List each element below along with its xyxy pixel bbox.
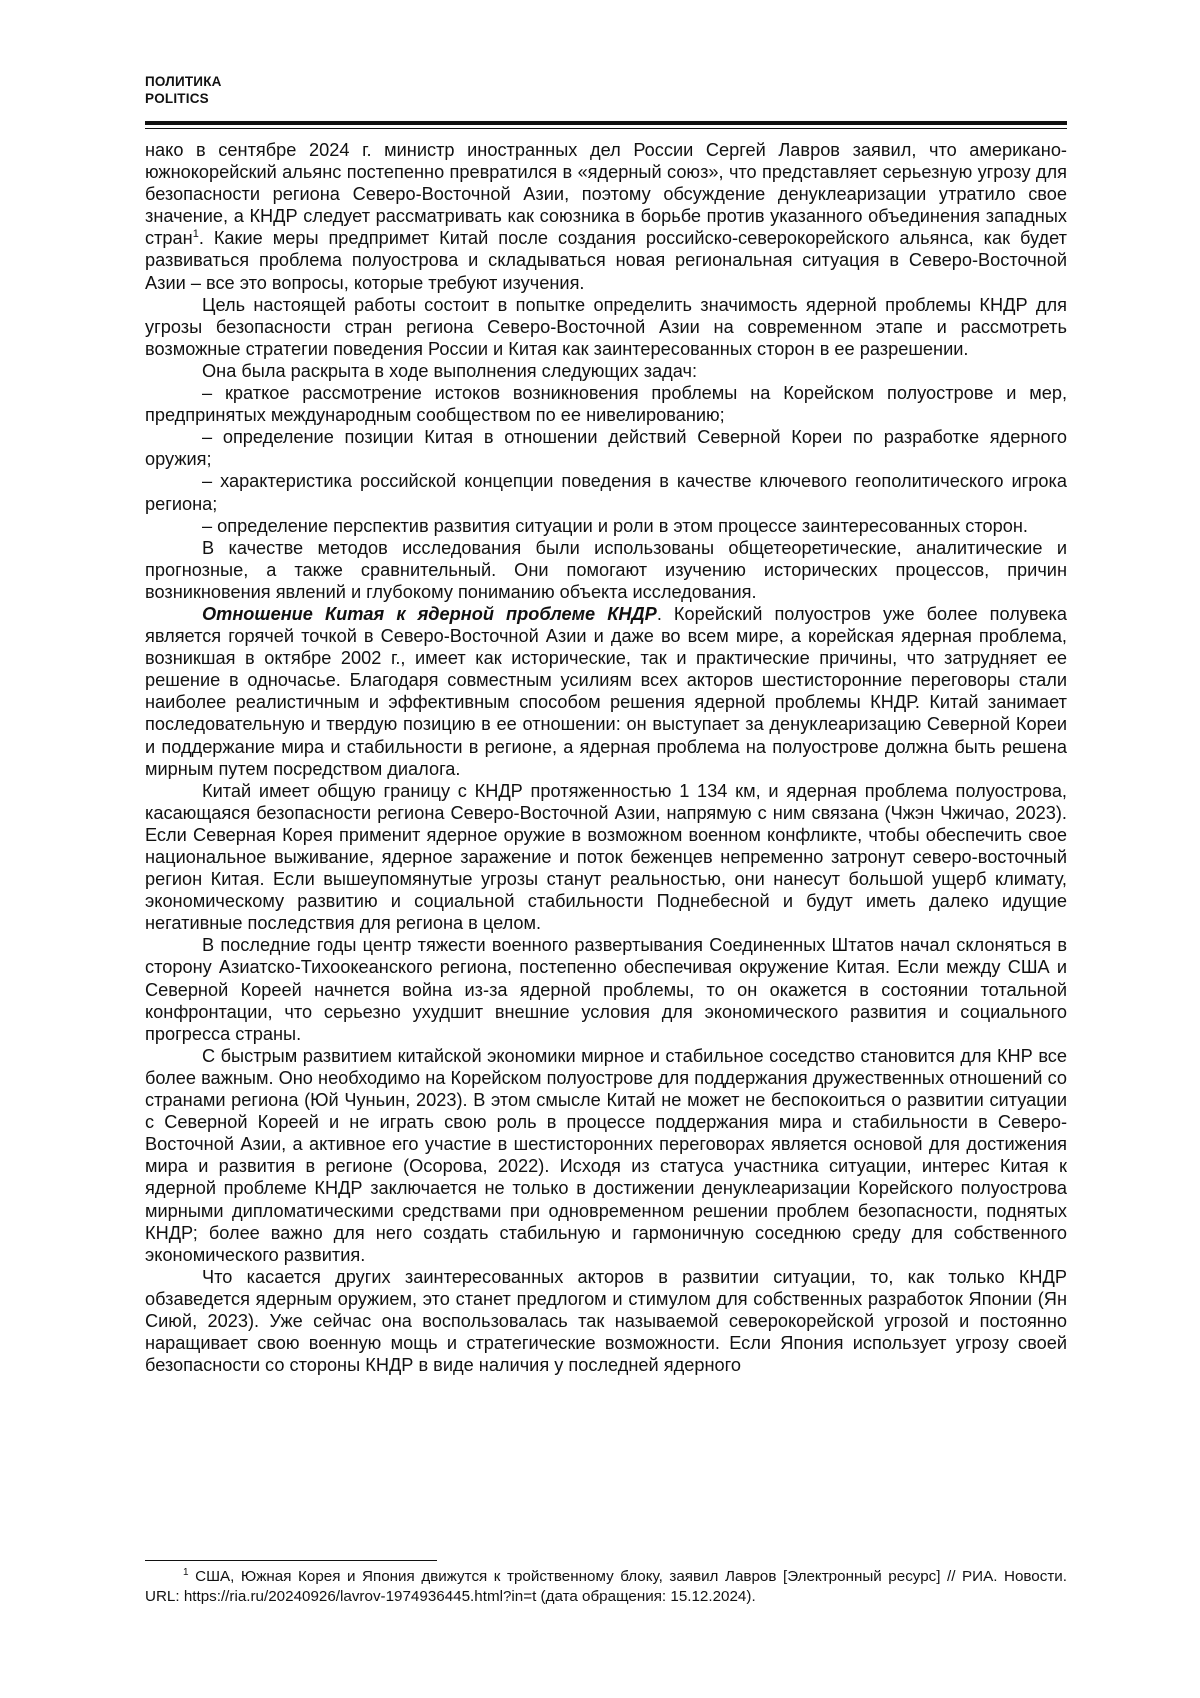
running-header	[145, 73, 222, 107]
paragraph-continued: нако в сентябре 2024 г. министр иностранных дел России Сергей Лавров заявил, что американо-южнокорейский альянс постепенно превратился в «ядерный союз», что представляет серьезную угрозу для безопасности региона Северо-Восточной Азии, поэтому обсуждение денуклеаризации утратило свое значение, а КНДР следует рассматривать как союзника в борьбе против указанного объединения западных стран$^1$. Какие меры предпримет Китай после создания российско-северокорейского альянса, как будет развиваться проблема полуострова и складываться новая региональная ситуация в Северо-Восточной Азии – все это вопросы, которые требуют изучения.	[145, 140, 1067, 293]
task-item: – определение перспектив развития ситуации и роли в этом процессе заинтересованных сторон.	[202, 515, 1028, 536]
section-title-en: POLITICS	[145, 91, 209, 106]
footnote-mark: 1	[183, 1566, 189, 1578]
section-lead-heading: Отношение Китая к ядерной проблеме КНДР	[202, 603, 657, 624]
paragraph-section-lead: Отношение Китая к ядерной проблеме КНДР. Корейский полуостров уже более полувека является горячей точкой в Северо-Восточной Азии и даже во всем мире, а корейская ядерная проблема, возникшая в октябре 2002 г., имеет как исторические, так и практические причины, что затрудняет ее решение в одночасье. Благодаря совместным усилиям всех акторов шестисторонние переговоры стали наиболее реалистичным и эффективным способом решения ядерной проблемы КНДР. Китай занимает последовательную и твердую позицию в ее отношении: он выступает за денуклеаризацию Северной Кореи и поддержание мира и стабильности в регионе, а ядерная проблема на полуострове должна быть решена мирным путем посредством диалога.	[145, 603, 1067, 779]
paragraph: С быстрым развитием китайской экономики мирное и стабильное соседство становится для КНР все более важным. Оно необходимо на Корейском полуострове для поддержания дружественных отношений со странами региона (Юй Чуньин, 2023). В этом смысле Китай не может не беспокоиться о развитии ситуации с Северной Кореей и не играть свою роль в процессе поддержания мира и стабильности в Северо-Восточной Азии, а активное его участие в шестисторонних переговорах является основой для достижения мира и развития в регионе (Осорова, 2022). Исходя из статуса участника ситуации, интерес Китая к ядерной проблеме КНДР заключается не только в достижении денуклеаризации Корейского полуострова мирными дипломатическими средствами при одновременном решении проблем безопасности, поднятых КНДР; более важно для него создать стабильную и гармоничную соседнюю среду для собственного экономического развития.	[145, 1045, 1067, 1265]
paragraph: Китай имеет общую границу с КНДР протяженностью 1 134 км, и ядерная проблема полуострова, касающаяся безопасности региона Северо-Восточной Азии, напрямую с ним связана (Чжэн Чжичао, 2023). Если Северная Корея применит ядерное оружие в возможном военном конфликте, чтобы обеспечить свое национальное выживание, ядерное заражение и поток беженцев непременно затронут северо-восточный регион Китая. Если вышеупомянутые угрозы станут реальностью, они нанесут большой ущерб климату, экономическому развитию и социальной стабильности Поднебесной и будут иметь далеко идущие негативные последствия для региона в целом.	[145, 780, 1067, 934]
footnote	[145, 1567, 1067, 1607]
task-item: – определение позиции Китая в отношении действий Северной Кореи по разработке ядерного оружия;	[145, 427, 1067, 470]
footnote-ref[interactable]: 1	[192, 228, 199, 241]
paragraph-tasks-intro: Она была раскрыта в ходе выполнения следующих задач:	[202, 360, 698, 381]
section-title-ru: ПОЛИТИКА	[145, 74, 222, 89]
header-rule-thin	[145, 128, 1067, 129]
paragraph-goal: Цель настоящей работы состоит в попытке определить значимость ядерной проблемы КНДР для угрозы безопасности стран региона Северо-Восточной Азии на современном этапе и рассмотреть возможные стратегии поведения России и Китая как заинтересованных сторон в ее разрешении.	[145, 294, 1067, 359]
header-rule-thick	[145, 121, 1067, 125]
paragraph: В последние годы центр тяжести военного развертывания Соединенных Штатов начал склоняться в сторону Азиатско-Тихоокеанского региона, постепенно обеспечивая окружение Китая. Если между США и Северной Кореей начнется война из-за ядерной проблемы, то он окажется в состоянии тотальной конфронтации, что серьезно ухудшит внешние условия для экономического развития и социального прогресса страны.	[145, 935, 1067, 1044]
task-item: – характеристика российской концепции поведения в качестве ключевого геополитического игрока региона;	[145, 471, 1067, 514]
paragraph: Что касается других заинтересованных акторов в развитии ситуации, то, как только КНДР обзаведется ядерным оружием, это станет предлогом и стимулом для собственных разработок Японии (Ян Сиюй, 2023). Уже сейчас она воспользовалась так называемой северокорейской угрозой и постоянно наращивает свою военную мощь и стратегические возможности. Если Япония использует угрозу своей безопасности со стороны КНДР в виде наличия у последней ядерного	[145, 1266, 1067, 1376]
footnote-text: США, Южная Корея и Япония движутся к тройственному блоку, заявил Лавров [Электронный ресурс] // РИА. Новости. URL: https://ria.ru/20240926/lavrov-1974936445.html?in=t (дата обращения: 15.12.2024).	[145, 1568, 1067, 1605]
article-body	[145, 139, 1067, 1376]
footnote-rule	[145, 1560, 437, 1561]
task-item: – краткое рассмотрение истоков возникновения проблемы на Корейском полуострове и мер, предпринятых международным сообществом по ее нивелированию;	[145, 383, 1067, 426]
paragraph-methods: В качестве методов исследования были использованы общетеоретические, аналитические и прогнозные, а также сравнительный. Они помогают изучению исторических процессов, причин возникновения явлений и глубокому пониманию объекта исследования.	[145, 537, 1067, 602]
